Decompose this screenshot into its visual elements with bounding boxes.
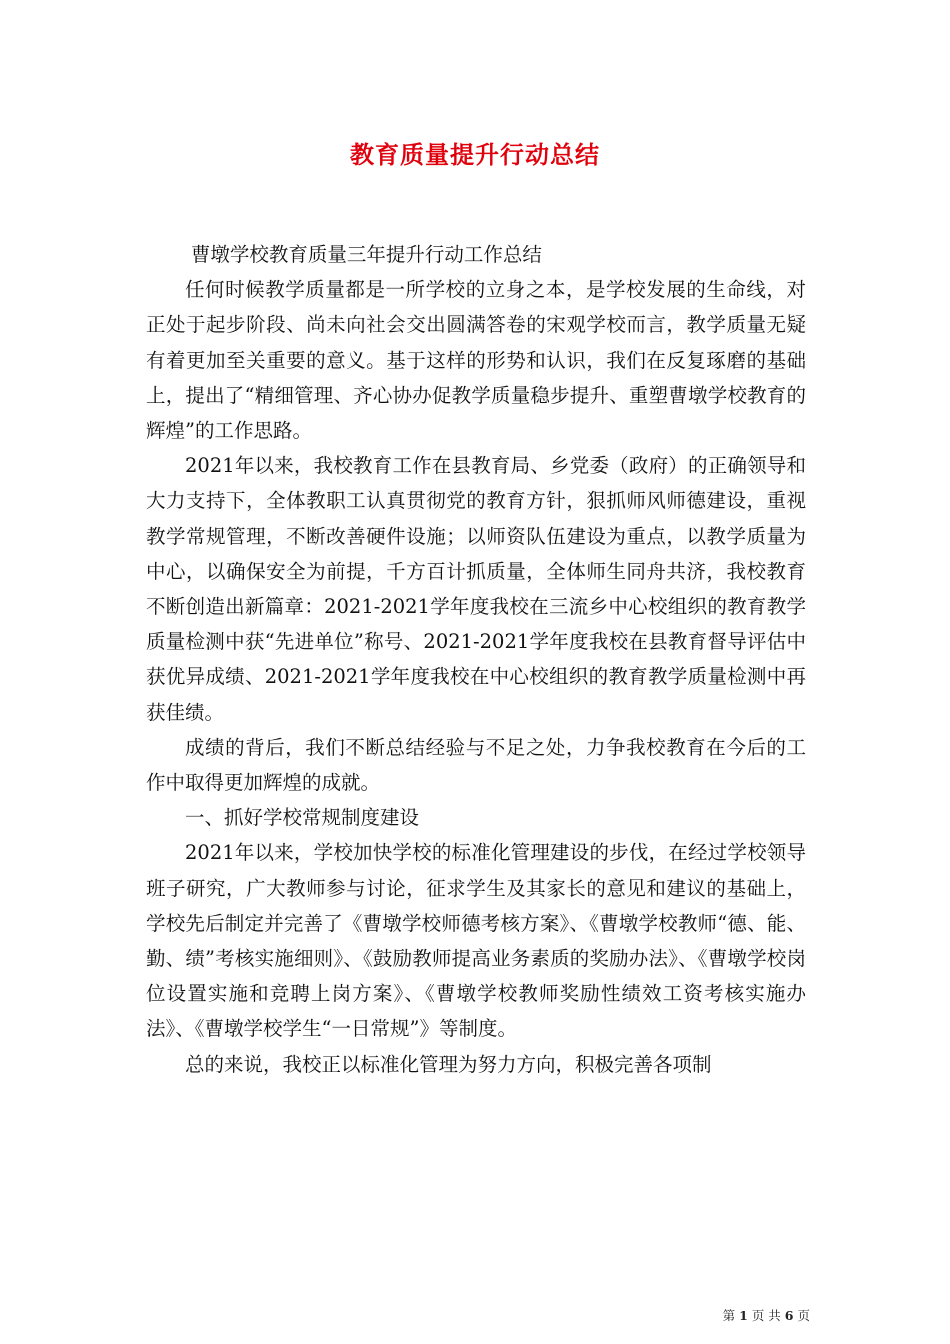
document-title: 教育质量提升行动总结 bbox=[350, 141, 600, 169]
paragraph-reflection: 成绩的背后，我们不断总结经验与不足之处，力争我校教育在今后的工作中取得更加辉煌的成就。 bbox=[146, 735, 806, 795]
page-number bbox=[700, 1306, 810, 1324]
paragraph-achievements: 2021年以来，我校教育工作在县教育局、乡党委（政府）的正确领导和大力支持下，全体教职工认真贯彻党的教育方针，狠抓师风师德建设，重视教学常规管理，不断改善硬件设施；以师资队伍建设为重点，以教学质量为中心，以确保安全为前提，千方百计抓质量，全体师生同舟共济，我校教育不断创造出新篇章：2021-2021学年度我校在三流乡中心校组织的教育教学质量检测中获“先进单位”称号、2021-2021学年度我校在县教育督导评估中获优异成绩、2021-2021学年度我校在中心校组织的教育教学质量检测中再获佳绩。 bbox=[146, 454, 806, 724]
paragraph-summary: 总的来说，我校正以标准化管理为努力方向，积极完善各项制 bbox=[185, 1052, 712, 1076]
document-subtitle: 曹墩学校教育质量三年提升行动工作总结 bbox=[190, 243, 542, 266]
paragraph-intro: 任何时候教学质量都是一所学校的立身之本，是学校发展的生命线，对正处于起步阶段、尚未向社会交出圆满答卷的宋观学校而言，教学质量无疑有着更加至关重要的意义。基于这样的形势和认识，我们在反复琢磨的基础上，提出了“精细管理、齐心协办促教学质量稳步提升、重塑曹墩学校教育的辉煌”的工作思路。 bbox=[146, 278, 806, 443]
page-suffix: 页 bbox=[797, 1308, 810, 1323]
section-heading-1: 一、抓好学校常规制度建设 bbox=[185, 806, 420, 830]
page-total: 6 bbox=[784, 1308, 794, 1323]
page-current: 1 bbox=[739, 1308, 748, 1323]
page-prefix: 第 bbox=[722, 1308, 736, 1323]
page-mid: 页 共 bbox=[751, 1308, 781, 1323]
document-body bbox=[146, 237, 806, 1082]
paragraph-regulations: 2021年以来，学校加快学校的标准化管理建设的步伐，在经过学校领导班子研究，广大教师参与讨论，征求学生及其家长的意见和建议的基础上，学校先后制定并完善了《曹墩学校师德考核方案》、《曹墩学校教师“德、能、勤、绩”考核实施细则》、《鼓励教师提高业务素质的奖励办法》、《曹墩学校岗位设置实施和竞聘上岗方案》、《曹墩学校教师奖励性绩效工资考核实施办法》、《曹墩学校学生“一日常规”》等制度。 bbox=[146, 841, 806, 1041]
